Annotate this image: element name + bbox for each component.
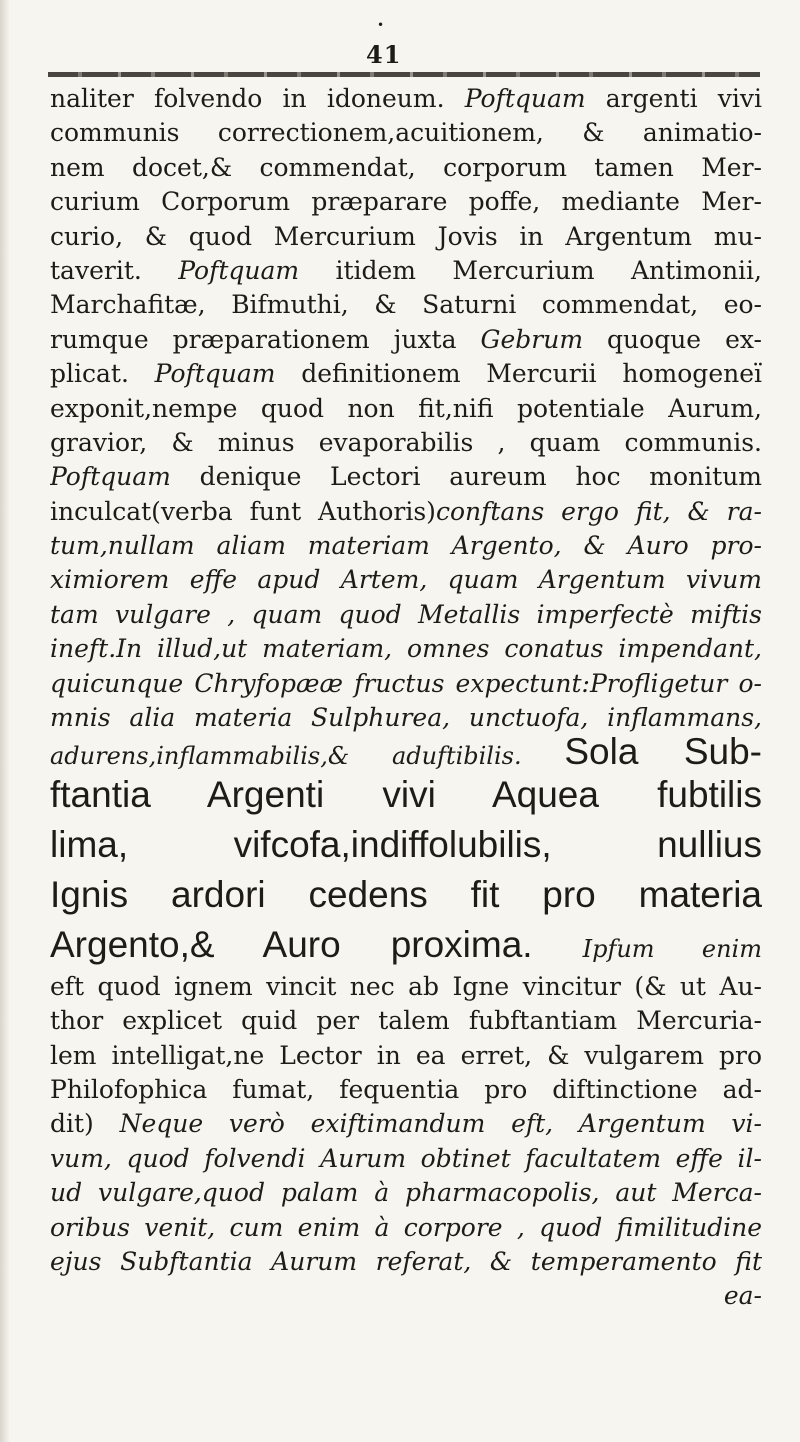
- text-line: adurens,inflammabilis,& aduftibilis. Sola Sub-: [50, 735, 762, 770]
- text-line: curio, & quod Mercurium Jovis in Argentum mu-: [50, 221, 762, 251]
- text-line: Poftquam denique Lectori aureum hoc monitum: [50, 462, 762, 492]
- ornament-dot: •: [377, 18, 385, 32]
- text-line: communis correctionem,acuitionem, & animatio-: [50, 118, 762, 148]
- text-line: oribus venit, cum enim à corpore , quod fimilitudine: [50, 1212, 762, 1242]
- text-line: ximiorem effe apud Artem, quam Argentum vivum: [50, 565, 762, 595]
- text-line: ejus Subftantia Aurum referat, & temperamento fit: [50, 1246, 762, 1276]
- text-line: Ignis ardori cedens fit pro materia: [50, 873, 762, 915]
- text-line: inculcat(verba funt Authoris)conftans ergo fit, & ra-: [50, 496, 762, 526]
- body-text: [50, 82, 762, 1314]
- text-line: taverit. Poftquam itidem Mercurium Antimonii,: [50, 255, 762, 285]
- text-line: tum,nullam aliam materiam Argento, & Auro pro-: [50, 531, 762, 561]
- text-line: dit) Neque verò exiftimandum eft, Argentum vi-: [50, 1109, 762, 1139]
- text-line: Marchafitæ, Bifmuthi, & Saturni commendat, eo-: [50, 290, 762, 320]
- text-line: nem docet,& commendat, corporum tamen Mer-: [50, 152, 762, 182]
- page-number: 41: [366, 40, 402, 69]
- text-line: mnis alia materia Sulphurea, unctuofa, inflammans,: [50, 703, 762, 733]
- text-line: quicunque Chryfopææ fructus expectunt:Profligetur o-: [50, 668, 762, 698]
- text-line: Argento,& Auro proxima. Ipfum enim: [50, 923, 762, 965]
- text-line: vum, quod folvendi Aurum obtinet facultatem effe il-: [50, 1143, 762, 1173]
- text-line: plicat. Poftquam definitionem Mercurii homogeneï: [50, 359, 762, 389]
- text-line: lima, vifcofa,indiffolubilis, nullius: [50, 823, 762, 865]
- text-line: gravior, & minus evaporabilis , quam communis.: [50, 427, 762, 457]
- text-line: lem intelligat,ne Lector in ea erret, & vulgarem pro: [50, 1040, 762, 1070]
- text-line: naliter folvendo in idoneum. Poftquam argenti vivi: [50, 84, 762, 113]
- text-line: rumque præparationem juxta Gebrum quoque ex-: [50, 324, 762, 354]
- text-line: exponit,nempe quod non fit,nifi potentiale Aurum,: [50, 393, 762, 423]
- text-line: eft quod ignem vincit nec ab Igne vincitur (& ut Au-: [50, 971, 762, 1001]
- text-line: ftantia Argenti vivi Aquea fubtilis: [50, 773, 762, 815]
- page-gutter-shadow: [0, 0, 10, 1442]
- catchword: ea-: [723, 1281, 762, 1311]
- text-line: curium Corporum præparare poffe, mediante Mer-: [50, 187, 762, 217]
- text-line: tam vulgare , quam quod Metallis imperfectè miftis: [50, 599, 762, 629]
- text-line: ud vulgare,quod palam à pharmacopolis, aut Merca-: [50, 1178, 762, 1208]
- text-line: Philofophica fumat, fequentia pro diftinctione ad-: [50, 1074, 762, 1104]
- text-line: thor explicet quid per talem fubftantiam Mercuria-: [50, 1006, 762, 1036]
- header-rule: [48, 72, 760, 77]
- text-line: ineft.In illud,ut materiam, omnes conatus impendant,: [50, 634, 762, 664]
